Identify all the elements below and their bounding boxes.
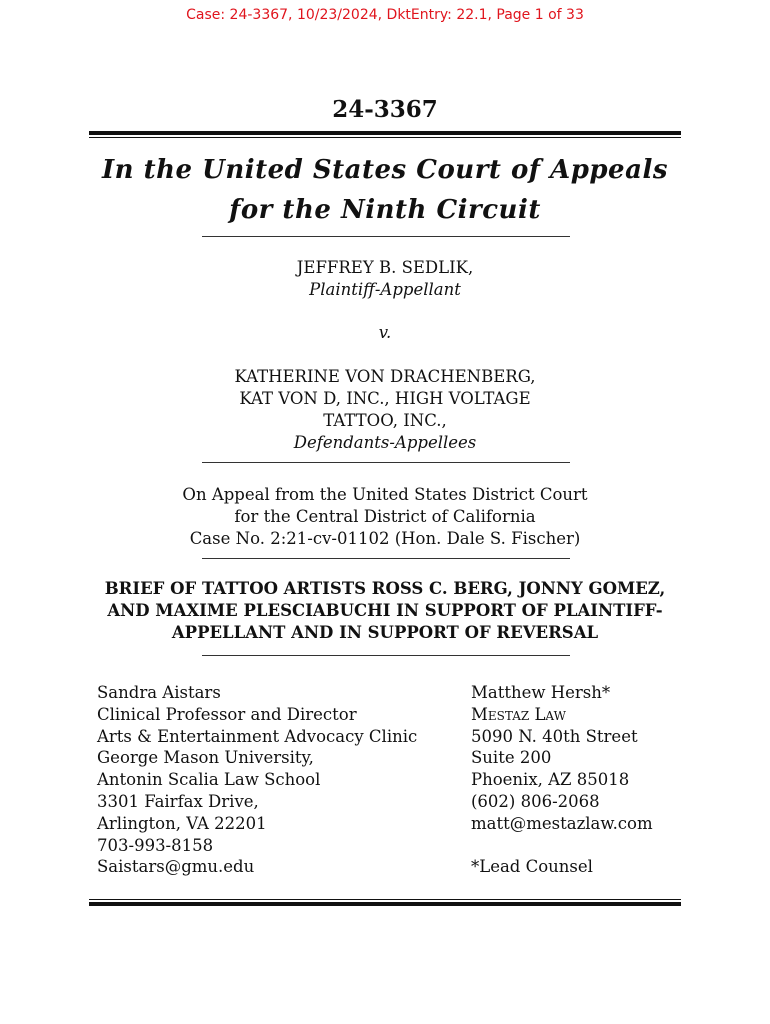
docket-stamp: Case: 24-3367, 10/23/2024, DktEntry: 22.1, Page 1 of 33 [186, 7, 584, 23]
divider-3 [202, 558, 570, 559]
left-counsel-line: Antonin Scalia Law School [97, 770, 321, 790]
versus: v. [378, 323, 392, 342]
defendants-line-2: KAT VON D, INC., HIGH VOLTAGE [239, 389, 531, 408]
court-title-line-2: for the Ninth Circuit [229, 195, 541, 225]
brief-title [60, 578, 710, 644]
right-counsel-name: Matthew Hersh* [471, 683, 611, 702]
brief-title-line-1: BRIEF OF TATTOO ARTISTS ROSS C. BERG, JONNY GOMEZ, [104, 579, 666, 598]
appeal-line-1: On Appeal from the United States District Court [182, 485, 588, 504]
left-counsel-line: Arts & Entertainment Advocacy Clinic [97, 726, 418, 746]
court-title-line-1: In the United States Court of Appeals [102, 155, 668, 185]
bottom-double-rule [89, 899, 681, 906]
brief-title-line-2: AND MAXIME PLESCIABUCHI IN SUPPORT OF PLAINTIFF- [107, 601, 663, 620]
left-counsel-line: 3301 Fairfax Drive, [97, 791, 259, 811]
appeal-line-3: Case No. 2:21-cv-01102 (Hon. Dale S. Fischer) [189, 529, 581, 548]
left-counsel-line: Arlington, VA 22201 [97, 813, 267, 833]
right-counsel-phone: (602) 806-2068 [471, 791, 600, 811]
appeal-line-2: for the Central District of California [234, 507, 536, 526]
defendants-line-3: TATTOO, INC., [323, 411, 447, 430]
left-counsel-line: 703-993-8158 [97, 835, 214, 855]
divider-4 [202, 655, 570, 656]
right-counsel-address-2: Suite 200 [471, 748, 552, 768]
case-number: 24-3367 [332, 96, 438, 123]
plaintiff-role: Plaintiff-Appellant [309, 280, 461, 299]
right-counsel-block [471, 682, 653, 878]
defendants-line-1: KATHERINE VON DRACHENBERG, [234, 367, 536, 386]
defendants-block [0, 366, 770, 454]
top-double-rule [89, 131, 681, 138]
defendants-role: Defendants-Appellees [293, 433, 477, 452]
court-title [0, 150, 770, 230]
plaintiff-block [0, 257, 770, 301]
left-counsel-line: Clinical Professor and Director [97, 704, 357, 724]
divider-1 [202, 236, 570, 237]
right-counsel-city: Phoenix, AZ 85018 [471, 770, 630, 790]
divider-2 [202, 462, 570, 463]
right-counsel-email: matt@mestazlaw.com [471, 813, 653, 833]
left-counsel-email: Saistars@gmu.edu [97, 857, 255, 877]
left-counsel-line: George Mason University, [97, 748, 314, 768]
lead-counsel-note: *Lead Counsel [471, 857, 593, 877]
right-counsel-address-1: 5090 N. 40th Street [471, 726, 638, 746]
right-counsel-firm: Mestaz Law [471, 704, 566, 724]
appeal-block [0, 484, 770, 550]
plaintiff-name: JEFFREY B. SEDLIK, [296, 258, 474, 277]
left-counsel-block [97, 682, 417, 878]
left-counsel-line: Sandra Aistars [97, 683, 221, 702]
brief-title-line-3: APPELLANT AND IN SUPPORT OF REVERSAL [171, 623, 599, 642]
